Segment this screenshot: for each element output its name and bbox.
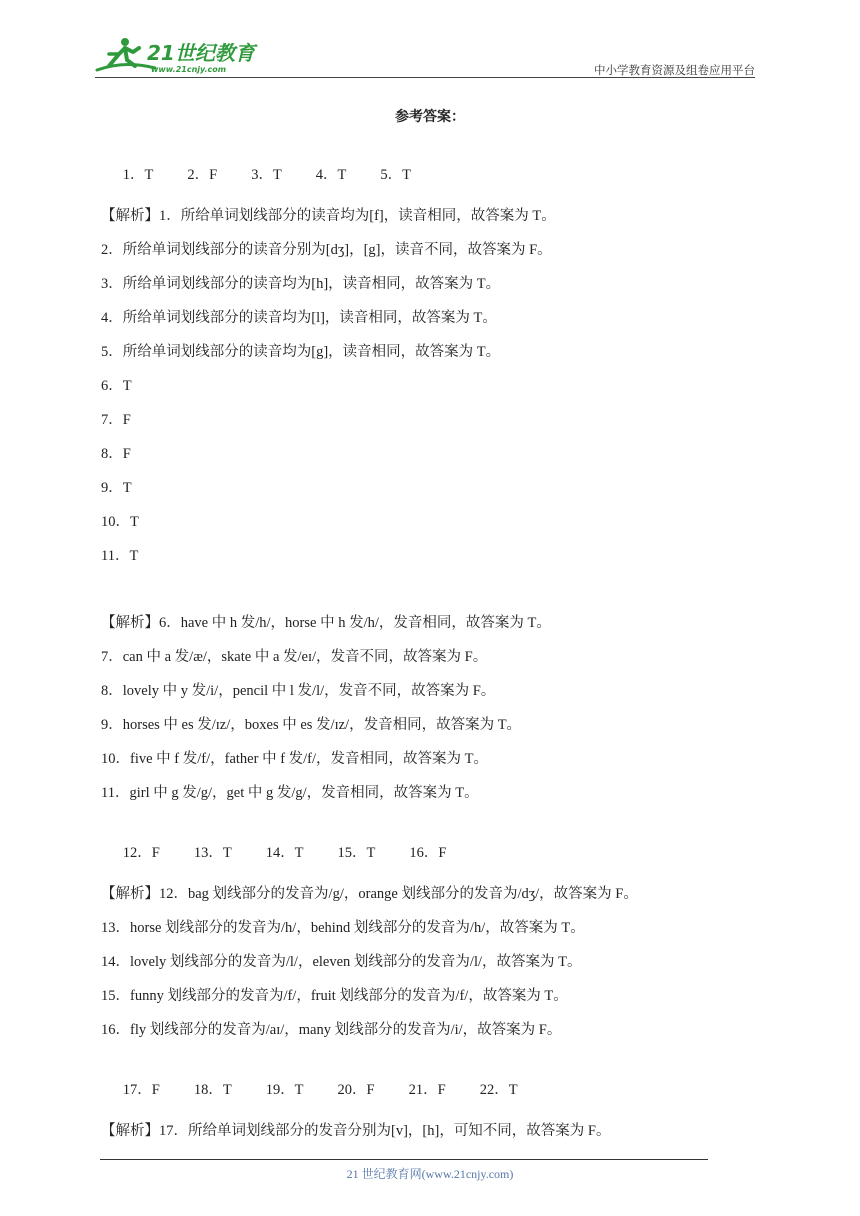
explanation-line: 【解析】12．bag 划线部分的发音为/g/，orange 划线部分的发音为/dʒ/，故答案为 F。 — [101, 886, 638, 902]
answer-item: 6．T — [101, 378, 132, 394]
answer-item: 12．F — [122, 845, 160, 861]
answer-item: 8．F — [101, 446, 131, 462]
answer-content — [101, 136, 731, 1152]
answer-item: 5．T — [380, 167, 412, 183]
explanation-line: 3．所给单词划线部分的读音均为[h]，读音相同，故答案为 T。 — [101, 276, 501, 292]
explanation-line: 13．horse 划线部分的发音为/h/，behind 划线部分的发音为/h/，故答案为 T。 — [101, 920, 585, 936]
answer-item: 4．T — [315, 167, 347, 183]
answer-item: 21．F — [408, 1082, 446, 1098]
site-logo — [95, 36, 265, 76]
explanation-line: 【解析】6．have 中 h 发/h/，horse 中 h 发/h/，发音相同，故答案为 T。 — [101, 615, 551, 631]
answer-item: 1．T — [122, 167, 154, 183]
answer-item: 16．F — [409, 845, 447, 861]
answer-item: 7．F — [101, 412, 131, 428]
header-divider — [95, 77, 755, 78]
answer-item: 22．T — [479, 1082, 518, 1098]
explanation-line: 9．horses 中 es 发/ɪz/，boxes 中 es 发/ɪz/，发音相同，故答案为 T。 — [101, 717, 522, 733]
answer-item: 18．T — [193, 1082, 232, 1098]
answer-item: 13．T — [193, 845, 232, 861]
page-title: 参考答案： — [395, 109, 465, 125]
explanation-line: 4．所给单词划线部分的读音均为[l]，读音相同，故答案为 T。 — [101, 310, 497, 326]
answer-item: 9．T — [101, 480, 132, 496]
explanation-line: 2．所给单词划线部分的读音分别为[dʒ]，[g]，读音不同，故答案为 F。 — [101, 242, 552, 258]
answer-item: 10．T — [101, 514, 139, 530]
answer-item: 17．F — [122, 1082, 160, 1098]
logo-url-text: www.21cnjy.com — [151, 65, 227, 74]
explanation-line: 7．can 中 a 发/æ/，skate 中 a 发/eɪ/，发音不同，故答案为 F。 — [101, 649, 488, 665]
platform-name: 中小学教育资源及组卷应用平台 — [594, 63, 755, 77]
answer-item: 15．T — [337, 845, 376, 861]
answer-item: 14．T — [265, 845, 304, 861]
answer-item: 19．T — [265, 1082, 304, 1098]
explanation-line: 10．five 中 f 发/f/，father 中 f 发/f/，发音相同，故答案为 T。 — [101, 751, 489, 767]
explanation-line: 【解析】1．所给单词划线部分的读音均为[f]，读音相同，故答案为 T。 — [101, 208, 556, 224]
page-header — [95, 30, 755, 80]
footer-divider — [100, 1159, 708, 1160]
answer-item: 2．F — [187, 167, 218, 183]
spacer — [101, 577, 731, 610]
explanation-line: 14．lovely 划线部分的发音为/l/，eleven 划线部分的发音为/l/，故答案为 T。 — [101, 954, 582, 970]
explanation-line: 15．funny 划线部分的发音为/f/，fruit 划线部分的发音为/f/，故答案为 T。 — [101, 988, 568, 1004]
page-footer: 21 世纪教育网(www.21cnjy.com) — [346, 1167, 514, 1181]
answer-row-1-5 — [101, 136, 731, 183]
explanation-line: 5．所给单词划线部分的读音均为[g]，读音相同，故答案为 T。 — [101, 344, 501, 360]
answer-row-17-22 — [101, 1051, 731, 1098]
explanation-line: 【解析】17．所给单词划线部分的发音分别为[v]，[h]，可知不同，故答案为 F。 — [101, 1123, 611, 1139]
explanation-line: 11．girl 中 g 发/g/，get 中 g 发/g/，发音相同，故答案为 T。 — [101, 785, 479, 801]
explanation-line: 8．lovely 中 y 发/i/，pencil 中 l 发/l/，发音不同，故答案为 F。 — [101, 683, 496, 699]
answer-item: 20．F — [337, 1082, 375, 1098]
answer-item: 3．T — [251, 167, 282, 183]
answer-item: 11．T — [101, 548, 139, 564]
explanation-line: 16．fly 划线部分的发音为/aɪ/，many 划线部分的发音为/i/，故答案为 F。 — [101, 1022, 562, 1038]
answer-row-12-16 — [101, 814, 731, 861]
logo-text: 21世纪教育 — [147, 41, 255, 65]
